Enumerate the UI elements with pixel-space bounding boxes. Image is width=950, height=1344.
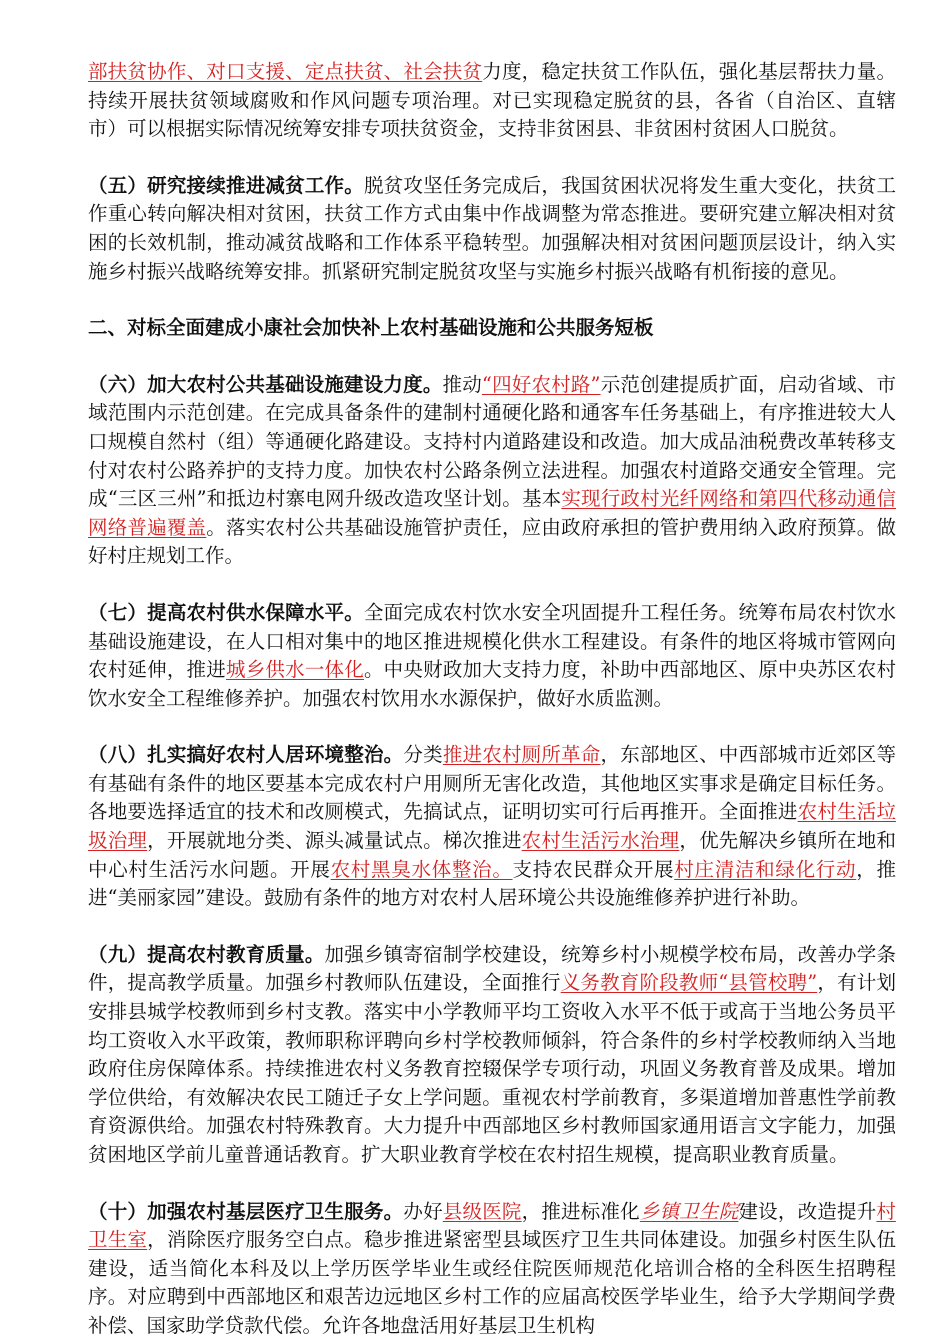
paragraph-text: ，东部地区、中西部城市近郊区等有基础有条件的地区要基本完成农村户用厕所无害化改造，其他地区实事求是确定目标任务。各地要选择适宜的技术和改厕模式，先搞试点，证明切实可行后再推开。全面推进 — [88, 743, 896, 824]
highlight-fiber-4g: 实现行政村光纤网络和第四代移动通信网络普遍覆盖 — [88, 487, 896, 539]
paragraph-text: 加强乡镇寄宿制学校建设，统筹乡村小规模学校布局，改善办学条件，提高教学质量。加强乡村教师队伍建设，全面推行 — [88, 942, 896, 995]
paragraph-text: 建设，改造提升 — [738, 1199, 877, 1223]
highlight-teacher-system: 义务教育阶段教师“县管校聘” — [560, 971, 818, 995]
paragraph-poverty-funding — [88, 58, 896, 144]
paragraph-5-poverty-reduction — [88, 172, 896, 286]
paragraph-10-medical — [88, 1198, 896, 1341]
paragraph-text: 分类 — [403, 743, 443, 767]
paragraph-text: ，消除医疗服务空白点。稳步推进紧密型县域医疗卫生共同体建设。加强乡村医生队伍建设，适当简化本科及以上学历医学毕业生或经住院医师规范化培训合格的全科医生招聘程序。对应聘到中西部地区和艰苦边远地区乡村工作的应届高校医学毕业生，给予大学期间学费补偿、国家助学贷款代偿。允许各地盘活用好基层卫生机构 — [88, 1228, 896, 1337]
paragraph-text: ，开展就地分类、源头减量试点。梯次推进 — [147, 829, 522, 853]
highlight-village-clinic: 村卫生室 — [88, 1199, 896, 1252]
paragraph-heading-8: （八）扎实搞好农村人居环境整治。 — [88, 743, 404, 767]
highlight-black-water: 农村黑臭水体整治。 — [330, 857, 513, 881]
highlight-toilet-revolution: 推进农村厕所革命 — [442, 743, 601, 767]
paragraph-6-infrastructure — [88, 371, 896, 571]
paragraph-heading-6: （六）加大农村公共基础设施建设力度。 — [88, 372, 443, 396]
paragraph-heading-9: （九）提高农村教育质量。 — [88, 942, 325, 966]
paragraph-text: 支持农民群众开展 — [512, 857, 675, 881]
highlight-four-good-roads: “四好农村路” — [481, 372, 601, 396]
paragraph-text: ，推进“美丽家园”建设。鼓励有条件的地方对农村人居环境公共设施维修养护进行补助。 — [88, 857, 896, 910]
paragraph-7-water-supply — [88, 599, 896, 713]
paragraph-text: 全面完成农村饮水安全巩固提升工程任务。统筹布局农村饮水基础设施建设，在人口相对集中的地区推进规模化供水工程建设。有条件的地区将城市管网向农村延伸，推进 — [88, 600, 896, 682]
paragraph-heading-10: （十）加强农村基层医疗卫生服务。 — [88, 1199, 404, 1223]
paragraph-text: 脱贫攻坚任务完成后，我国贫困状况将发生重大变化，扶贫工作重心转向解决相对贫困，扶贫工作方式由集中作战调整为常态推进。要研究建立解决相对贫困的长效机制，推动减贫战略和工作体系平稳转型。加强解决相对贫困问题顶层设计，纳入实施乡村振兴战略统筹安排。抓紧研究制定脱贫攻坚与实施乡村振兴战略有机衔接的意见。 — [88, 173, 896, 283]
highlight-village-greening: 村庄清洁和绿化行动 — [674, 857, 857, 881]
highlight-garbage: 农村生活垃圾治理 — [88, 800, 896, 853]
paragraph-8-living-environment — [88, 741, 896, 913]
paragraph-9-education — [88, 941, 896, 1170]
paragraph-text: 推动 — [442, 372, 482, 396]
paragraph-heading-7: （七）提高农村供水保障水平。 — [88, 600, 364, 624]
highlight-county-hospital: 县级医院 — [442, 1199, 522, 1223]
paragraph-text: ，有计划安排县城学校教师到乡村支教。落实中小学教师平均工资收入水平不低于或高于当地公务员平均工资收入水平政策，教师职称评聘向乡村学校教师倾斜，符合条件的乡村学校教师纳入当地政府住房保障体系。持续推进农村义务教育控辍保学专项行动，巩固义务教育普及成果。增加学位供给，有效解决农民工随迁子女上学问题。重视农村学前教育，多渠道增加普惠性学前教育资源供给。加强农村特殊教育。大力提升中西部地区乡村教师国家通用语言文字能力，加强贫困地区学前儿童普通话教育。扩大职业教育学校在农村招生规模，提高职业教育质量。 — [88, 971, 896, 1166]
paragraph-text: 示范创建提质扩面，启动省域、市域范围内示范创建。在完成具备条件的建制村通硬化路和通客车任务基础上，有序推进较大人口规模自然村（组）等通硬化路建设。支持村内道路建设和改造。加大成品油税费改革转移支付对农村公路养护的支持力度。加快农村公路条例立法进程。加强农村道路交通安全管理。完成“三区三州”和抵边村寨电网升级改造攻坚计划。基本 — [88, 372, 896, 511]
paragraph-text: 力度，稳定扶贫工作队伍，强化基层帮扶力量。持续开展扶贫领域腐败和作风问题专项治理。对已实现稳定脱贫的县，各省（自治区、直辖市）可以根据实际情况统筹安排专项扶贫资金，支持非贫困县、非贫困村贫困人口脱贫。 — [88, 60, 896, 141]
highlight-sewage: 农村生活污水治理 — [521, 829, 680, 853]
highlight-water-integration: 城乡供水一体化 — [225, 658, 364, 682]
highlight-township-hospital: 乡镇卫生院 — [639, 1199, 739, 1223]
section-heading-2: 二、对标全面建成小康社会加快补上农村基础设施和公共服务短板 — [88, 316, 654, 340]
paragraph-text: 。落实农村公共基础设施管护责任，应由政府承担的管护费用纳入政府预算。做好村庄规划工作。 — [88, 515, 896, 568]
highlight-support-types: 部扶贫协作、对口支援、定点扶贫、社会扶贫 — [88, 60, 483, 83]
paragraph-text: ，优先解决乡镇所在地和中心村生活污水问题。开展 — [88, 829, 896, 881]
paragraph-text: 。中央财政加大支持力度，补助中西部地区、原中央苏区农村饮水安全工程维修养护。加强农村饮用水水源保护，做好水质监测。 — [88, 658, 896, 710]
paragraph-text: 办好 — [403, 1199, 443, 1223]
paragraph-text: ，推进标准化 — [521, 1199, 640, 1223]
paragraph-heading-5: （五）研究接续推进减贫工作。 — [88, 173, 364, 197]
